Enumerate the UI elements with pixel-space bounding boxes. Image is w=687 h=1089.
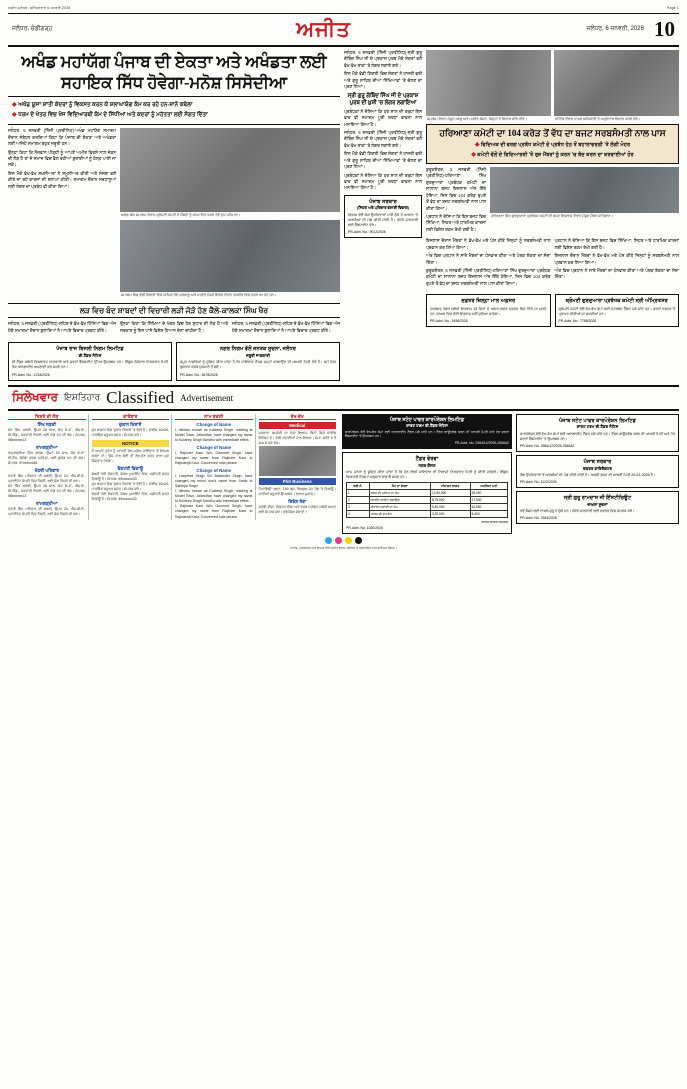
- ad-advno: PR-Advt. No.: 1234/2026: [12, 372, 50, 377]
- right-photo-1: [426, 50, 551, 116]
- tender-sub: ਨਗਰ ਕੌਂਸਲ: [418, 462, 436, 468]
- classified-col-head: ਵੱਖ-ਵੱਖ: [259, 414, 337, 420]
- masthead-right: [485, 17, 675, 42]
- lead-headline: ਅਖੰਡ ਮਹਾਂਯੱਗ ਪੰਜਾਬ ਦੀ ਏਕਤਾ ਅਤੇ ਅਖੰਡਤਾ ਲਈ ਸਹਾਇਕ ਸਿੱਧ ਹੋਵੇਗਾ-ਮਨੋਸ਼ ਸਿਸੋਦੀਆ: [21, 52, 327, 92]
- table-cell: 2: [347, 497, 370, 504]
- story2-text-3: ਜਲੰਧਰ, 5 ਜਨਵਰੀ (ਪ੍ਰਤੀਨਿਧ)-ਸ਼ਹਿਰ ਦੇ ਵੱਖ-ਵੱਖ ਹਿੱਸਿਆਂ ਵਿਚ ਅੱਜ ਹੋਏ ਸਮਾਗਮਾਂ ਦੌਰਾਨ ਬੁਲਾਰਿਆਂ ਨੇ ਆਪਣੇ ਵਿਚਾਰ ਪ੍ਰਗਟ ਕੀਤੇ।: [232, 321, 340, 333]
- color-swatch-black: [355, 537, 362, 544]
- ad-center: [344, 195, 422, 238]
- footer-note: ਮਾਲਕ, ਪ੍ਰਕਾਸ਼ਕ ਅਤੇ ਛਾਪਕ ਵੱਲੋਂ ਅਜੀਤ ਭਵਨ, ਜਲੰਧਰ ਤੋਂ ਪ੍ਰਕਾਸ਼ਿਤ ਅਤੇ ਛਾਪਿਆ ਗਿਆ।: [290, 546, 397, 551]
- classified-item-text: I, Harpreet Singh S/o Balwinder Singh, have changed my minor son's name from Sahib to Sahibjot Singh.: [175, 474, 253, 489]
- haryana-story-box: [426, 124, 679, 164]
- center-text-mid: ਪ੍ਰਬੰਧਕਾਂ ਨੇ ਦੱਸਿਆ ਕਿ ਹਰ ਸਾਲ ਦੀ ਤਰ੍ਹਾਂ ਇਸ ਵਾਰ ਵੀ ਸਮਾਗਮ ਪੂਰੀ ਸ਼ਰਧਾ ਭਾਵਨਾ ਨਾਲ ਮਨਾਇਆ ਗਿਆ ਹੈ। ਜਲੰਧਰ, 5 ਜਨਵਰੀ (ਨਿੱਜੀ ਪ੍ਰਤੀਨਿਧ)-ਸ੍ਰੀ ਗੁਰੂ ਗੋਬਿੰਦ ਸਿੰਘ ਜੀ ਦੇ ਪ੍ਰਕਾਸ਼ ਪੁਰਬ ਮੌਕੇ ਸੰਗਤਾਂ ਵਲੋਂ ਵੱਖ-ਵੱਖ ਥਾਵਾਂ 'ਤੇ ਲੰਗਰ ਲਗਾਏ ਗਏ। ਇਸ ਮੌਕੇ ਵੱਡੀ ਗਿਣਤੀ ਵਿਚ ਸੰਗਤਾਂ ਨੇ ਹਾਜ਼ਰੀ ਭਰੀ ਅਤੇ ਗੁਰੂ ਸਾਹਿਬ ਦੀਆਂ ਸਿੱਖਿਆਵਾਂ 'ਤੇ ਚੱਲਣ ਦਾ ਪ੍ਰਣ ਲਿਆ। ਪ੍ਰਬੰਧਕਾਂ ਨੇ ਦੱਸਿਆ ਕਿ ਹਰ ਸਾਲ ਦੀ ਤਰ੍ਹਾਂ ਇਸ ਵਾਰ ਵੀ ਸਮਾਗਮ ਪੂਰੀ ਸ਼ਰਧਾ ਭਾਵਨਾ ਨਾਲ ਮਨਾਇਆ ਗਿਆ ਹੈ।: [344, 108, 422, 191]
- diamond-icon: ◆: [474, 142, 480, 149]
- classified-item-text: ਮੁੱਖ ਬਾਜ਼ਾਰ ਵਿਚ ਦੁਕਾਨ ਕਿਰਾਏ 'ਤੇ ਦੇਣੀ ਹੈ। ਸਾਈਜ਼ 10x20, ਪਾਰਕਿੰਗ ਸਹੂਲਤ ਸਮੇਤ। ਸੰਪਰਕ ਕਰੋ।: [91, 427, 169, 437]
- table-cell: 17,500: [470, 497, 507, 504]
- story2-body: [8, 321, 340, 336]
- table-cell: 4: [347, 511, 370, 518]
- bottom-mid: [342, 414, 512, 535]
- ad-title: ਪੰਜਾਬ ਸਟੇਟ ਪਾਵਰ ਕਾਰਪੋਰੇਸ਼ਨ ਲਿਮਟਿਡ: [389, 416, 465, 423]
- table-row: [347, 504, 508, 511]
- classified-item-title: Change of Name: [196, 421, 232, 427]
- color-swatch-yellow: [345, 537, 352, 544]
- ad-frame: [555, 294, 680, 327]
- haryana-body-row-2: [426, 238, 679, 289]
- classified-item-text: ਖੱਤਰੀ ਸਿੱਖ ਪਰਿਵਾਰ ਦੀ ਲੜਕੀ, ਉਮਰ 24, ਐੱਮ.ਬੀ.ਏ., ਪ੍ਰਾਈਵੇਟ ਕੰਪਨੀ ਵਿਚ ਨੌਕਰੀ, ਲਈ ਯੋਗ ਰਿਸ਼ਤੇ ਦੀ ਲੋੜ।: [8, 474, 86, 484]
- ad-right-1: [426, 291, 551, 327]
- classified-brand-left: ਸਿਲੇਖਵਾਰ: [12, 390, 58, 405]
- classified-photo: [259, 446, 337, 476]
- ad-advno: PR-Advt. No. 3344/2026: [520, 516, 557, 521]
- haryana-photo: [490, 167, 679, 213]
- classified-item-text: ਸਟੱਡੀ ਵੀਜ਼ਾ, ਵਿਜ਼ਟਰ ਵੀਜ਼ਾ ਅਤੇ ਵਰਕ ਪਰਮਿਟ ਸਬੰਧੀ ਸਲਾਹ ਲਈ ਸੰਪਰਕ ਕਰੋ। ਭਰੋਸੇਯੋਗ ਸੇਵਾਵਾਂ।: [258, 504, 336, 515]
- classified-band: [8, 385, 679, 411]
- right-ad-row: [426, 291, 679, 327]
- classified-plot-tag: Plot Business: [259, 478, 337, 485]
- classified-item-title: ਖੱਤਰੀ ਪਰਿਵਾਰ: [34, 468, 60, 474]
- classified-item-title: Change of Name: [196, 468, 232, 474]
- table-row: [347, 497, 508, 504]
- top-section: [8, 50, 679, 381]
- table-cell: 3,20,000: [430, 511, 470, 518]
- classified-area: [8, 414, 338, 535]
- table-header-cell: ਕੰਮ ਦਾ ਵੇਰਵਾ: [369, 483, 430, 490]
- lead-body-row: [8, 128, 340, 300]
- classified-col-head: ਨਾਮ ਬਦਲੀ: [175, 414, 253, 420]
- haryana-bullet-1: ◆ ਵਿਦਿਅਕ ਦੀ ਵਰਗ ਪ੍ਰਬੰਧ ਕਮੇਟੀ ਦੇ ਪ੍ਰਬੰਧ ਹੇਠ ਤੋਂ ਬਹਾਲਾਵਰਗੀ 'ਤੇ ਲੱਗੀ ਮੋਹਰ: [474, 142, 631, 149]
- classified-item-text: I, hitherto known as Kuldeep Singh, residing at Model Town, Jalandhar, have changed my name to Kuldeep Singh Sandhu with immediate effect.: [175, 427, 253, 442]
- color-swatch-cyan: [325, 537, 332, 544]
- top-strip-right: Page 1: [667, 6, 679, 10]
- table-header-cell: ਲੜੀ ਨੰ.: [347, 483, 370, 490]
- color-swatch-magenta: [335, 537, 342, 544]
- right-photo-caption-2: ਮੀਟਿੰਗ ਦੌਰਾਨ ਹਾਜ਼ਰ ਅਧਿਕਾਰੀ ਤੇ ਅਹੁਦੇਦਾਰ ਵਿਚਾਰ ਕਰਦੇ ਹੋਏ।: [555, 117, 641, 121]
- top-right-photos: [426, 50, 679, 124]
- haryana-bullet-2: ◆ ਕਮੇਟੀ ਵੱਲੋਂ ਦੇ ਵਿਦਿਆਰਥੀ 'ਤੇ ਰੁਜ਼ ਮੈਂਬਰਾਂ ਨੂੰ ਕਰਨ 'ਚ ਬੰਦ ਕਰਨ ਦਾ ਕਰਵਾਈਆਂ ਹੋਰ: [471, 152, 634, 159]
- color-registration-bar: [8, 537, 679, 544]
- page-number: 10: [653, 17, 675, 41]
- table-cell: ਸਟਰੀਟ ਲਾਈਟ ਲਗਾਉਣਾ: [369, 497, 430, 504]
- center-minihead: ਸ੍ਰੀ ਗੁਰੂ ਗੋਬਿੰਦ ਸਿੰਘ ਜੀ ਦੇ ਪ੍ਰਕਾਸ਼ ਪੁਰਬ ਦੀ ਖ਼ੁਸ਼ੀ 'ਚ ਲੰਗਰ ਲਗਾਇਆ: [347, 92, 419, 106]
- table-header-row: [347, 483, 508, 490]
- classified-col-4: [259, 414, 339, 520]
- center-column: [344, 50, 422, 381]
- lead-block: [8, 50, 340, 381]
- ad-advno: PR-Advt. No. 1122/2026: [520, 480, 557, 485]
- haryana-photo-col: [490, 167, 679, 235]
- classified-item-text: ਮੈਂ ਆਪਣੇ ਪੁੱਤਰ ਨੂੰ ਆਪਣੀ ਚੱਲ-ਅਚੱਲ ਜਾਇਦਾਦ ਤੋਂ ਬੇਦਖ਼ਲ ਕਰਦਾ ਹਾਂ। ਉਸ ਨਾਲ ਕੋਈ ਵੀ ਲੈਣ-ਦੇਣ ਕਰਨ ਵਾਲਾ ਖ਼ੁਦ ਜ਼ਿੰਮੇਵਾਰ ਹੋਵੇਗਾ।: [91, 448, 169, 463]
- ad-subtitle: ਜ਼ਰੂਰੀ ਜਾਣਕਾਰੀ: [246, 353, 270, 359]
- ad-left-2: [176, 339, 340, 380]
- ad-title: ਸ੍ਰੀ ਗੁਰੂ ਰਾਮਦਾਸ ਜੀ ਇੰਸਟੀਚਿਊਟ: [563, 495, 632, 502]
- story2-text-1: ਜਲੰਧਰ, 5 ਜਨਵਰੀ (ਪ੍ਰਤੀਨਿਧ)-ਸ਼ਹਿਰ ਦੇ ਵੱਖ-ਵੱਖ ਹਿੱਸਿਆਂ ਵਿਚ ਅੱਜ ਹੋਏ ਸਮਾਗਮਾਂ ਦੌਰਾਨ ਬੁਲਾਰਿਆਂ ਨੇ ਆਪਣੇ ਵਿਚਾਰ ਪ੍ਰਗਟ ਕੀਤੇ।: [8, 321, 116, 333]
- ad-title: ਪੰਜਾਬ ਸਰਕਾਰ: [583, 458, 612, 465]
- classified-item-text: ਜੱਟ ਸਿੱਖ ਲੜਕੀ, ਉਮਰ 26 ਸਾਲ, ਕੱਦ 5'-4", ਐੱਮ.ਏ., ਬੀ.ਐੱਡ., ਸਰਕਾਰੀ ਨੌਕਰੀ, ਲਈ ਯੋਗ ਵਰ ਦੀ ਲੋੜ। ਸੰਪਰਕ: 98xxxxxx12: [8, 484, 86, 499]
- table-cell: ਸੀਵਰੇਜ ਸਫ਼ਾਈ ਦਾ ਕੰਮ: [369, 504, 430, 511]
- classified-item-title: ਫੈਕਟਰੀ ਵਿਕਾਊ: [117, 465, 144, 471]
- classified-item-text: I, Rajinder Kaur W/o Gurmeet Singh, have changed my name from Rajinder Kaur to Rajinderjit Kaur. Concerned note please.: [175, 450, 253, 465]
- classified-col-2: [92, 414, 173, 520]
- gov-ad-3: [516, 491, 679, 524]
- diamond-icon: ◆: [471, 152, 476, 159]
- classified-item-title: Change of Name: [196, 444, 232, 450]
- ad-text: ਈ-ਟੈਂਡਰ ਸਬੰਧੀ ਵਿਸਥਾਰਤ ਜਾਣਕਾਰੀ ਅਤੇ ਸ਼ਰਤਾਂ ਵੈੱਬਸਾਈਟ ਉੱਪਰ ਉਪਲਬਧ ਹਨ। ਇੱਛੁਕ ਠੇਕੇਦਾਰ ਨਿਰਧਾਰਤ ਮਿਤੀ ਤੱਕ ਆਨਲਾਈਨ ਅਪਲਾਈ ਕਰ ਸਕਦੇ ਹਨ।: [12, 360, 168, 370]
- tender-title: ਟੈਂਡਰ ਵੇਰਵਾ: [415, 455, 439, 462]
- lead-bullet-1: ◆ ਅਖੰਡ ਯੂਜਾ ਸ਼ਾਂਤੀ ਕੇਦਰਾਂ ਨੂੰ ਵਿਕਸਤ ਕਰਨ ਕੇ ਸ਼ਲਾਘਾਯੋਗ ਕੰਮ ਕਰ ਰਹੇ ਹਨ-ਸ਼ਾਨੋ ਕਥੇਲਾ: [12, 102, 193, 109]
- haryana-text-2: ਇਜਲਾਸ ਦੌਰਾਨ ਮੈਂਬਰਾਂ ਨੇ ਵੱਖ-ਵੱਖ ਮਤੇ ਪੇਸ਼ ਕੀਤੇ ਜਿਨ੍ਹਾਂ ਨੂੰ ਸਰਬਸੰਮਤੀ ਨਾਲ ਪ੍ਰਵਾਨ ਕਰ ਲਿਆ ਗਿਆ। ਅੰਤ ਵਿਚ ਪ੍ਰਧਾਨ ਨੇ ਸਾਰੇ ਮੈਂਬਰਾਂ ਦਾ ਧੰਨਵਾਦ ਕੀਤਾ ਅਤੇ ਪੰਥਕ ਏਕਤਾ ਦਾ ਸੱਦਾ ਦਿੱਤਾ। ਕੁਰੂਕਸ਼ੇਤਰ, 5 ਜਨਵਰੀ (ਨਿੱਜੀ ਪ੍ਰਤੀਨਿਧ)-ਹਰਿਆਣਾ ਸਿੱਖ ਗੁਰਦੁਆਰਾ ਪ੍ਰਬੰਧਕ ਕਮੇਟੀ ਦਾ ਸਾਲਾਨਾ ਬਜਟ ਇਜਲਾਸ ਅੱਜ ਇੱਥੇ ਹੋਇਆ, ਜਿਸ ਵਿਚ 104 ਕਰੋੜ ਰੁਪਏ ਤੋਂ ਵੱਧ ਦਾ ਬਜਟ ਸਰਬਸੰਮਤੀ ਨਾਲ ਪਾਸ ਕੀਤਾ ਗਿਆ।: [426, 238, 551, 286]
- lead-text-1: ਜਲੰਧਰ, 5 ਜਨਵਰੀ (ਨਿੱਜੀ ਪ੍ਰਤੀਨਿਧ)-ਅਖੰਡ ਮਹਾਂਯੱਗ ਸਮਾਗਮ ਦੌਰਾਨ ਸੰਬੋਧਨ ਕਰਦਿਆਂ ਕਿਹਾ ਕਿ ਪੰਜਾਬ ਦੀ ਏਕਤਾ ਅਤੇ ਅਖੰਡਤਾ ਲਈ ਅਜਿਹੇ ਸਮਾਗਮ ਬਹੁਤ ਜ਼ਰੂਰੀ ਹਨ। ਉਨ੍ਹਾਂ ਕਿਹਾ ਕਿ ਨੌਜਵਾਨ ਪੀੜ੍ਹੀ ਨੂੰ ਆਪਣੇ ਅਮੀਰ ਵਿਰਸੇ ਨਾਲ ਜੋੜਨ ਦੀ ਲੋੜ ਹੈ ਤਾਂ ਜੋ ਸਮਾਜ ਵਿਚ ਫੈਲ ਰਹੀਆਂ ਬੁਰਾਈਆਂ ਨੂੰ ਠੱਲ੍ਹ ਪਾਈ ਜਾ ਸਕੇ। ਇਸ ਮੌਕੇ ਵੱਖ-ਵੱਖ ਸ਼ਖ਼ਸੀਅਤਾਂ ਨੇ ਸ਼ਮੂਲੀਅਤ ਕੀਤੀ ਅਤੇ ਸੰਸਥਾ ਵਲੋਂ ਕੀਤੇ ਜਾ ਰਹੇ ਕਾਰਜਾਂ ਦੀ ਸ਼ਲਾਘਾ ਕੀਤੀ। ਸਮਾਗਮ ਦੌਰਾਨ ਸ਼ਰਧਾਲੂਆਂ ਲਈ ਲੰਗਰ ਦਾ ਪ੍ਰਬੰਧ ਵੀ ਕੀਤਾ ਗਿਆ।: [8, 128, 116, 189]
- ad-subtitle: (ਸਿਹਤ ਅਤੇ ਪਰਿਵਾਰ ਭਲਾਈ ਵਿਭਾਗ): [357, 205, 409, 210]
- classified-item-text: ਮਰਦਾਨਾ ਕਮਜ਼ੋਰੀ ਦਾ ਪੱਕਾ ਇਲਾਜ, ਬਿਨਾਂ ਕਿਸੇ ਸਾਈਡ ਇਫੈਕਟ ਦੇ। ਦੇਸੀ ਦਵਾਈਆਂ ਨਾਲ ਇਲਾਜ। ਸਮਾਂ: ਸਵੇਰੇ 9 ਤੋਂ ਸ਼ਾਮ 6 ਵਜੇ ਤੱਕ।: [258, 430, 336, 445]
- haryana-body-row: [426, 167, 679, 235]
- lead-photo-caption-1: ਅਖੰਡ ਯੱਗ ਸਮਾਗਮ ਦੌਰਾਨ ਸ਼੍ਰੋਮਣੀ ਕਮੇਟੀ ਦੇ ਮੈਂਬਰਾਂ ਨੂੰ ਸਨਮਾਨਿਤ ਕਰਦੇ ਹੋਏ ਮੁੱਖ ਮਹਿਮਾਨ।: [121, 213, 241, 218]
- lead-photo-2: [120, 220, 340, 292]
- classified-item-text: I, Rajinder Kaur W/o Gurmeet Singh, have changed my name from Rajinder Kaur to Rajinderjit Kaur. Concerned note please.: [175, 504, 253, 519]
- masthead-edition: ਜਲੰਧਰ, ਚੰਡੀਗੜ੍ਹ: [12, 26, 53, 32]
- table-cell: 6,400: [470, 511, 507, 518]
- masthead-date: ਜਲੰਧਰ, 6 ਜਨਵਰੀ, 2026: [586, 26, 644, 32]
- classified-item-title: ਰਾਮਗੜ੍ਹੀਆ: [35, 501, 58, 507]
- ad-right-2: [555, 291, 680, 327]
- table-cell: 8,75,000: [430, 497, 470, 504]
- lead-photo-col: [120, 128, 340, 300]
- ad-frame: [8, 342, 172, 380]
- ad-text: ਯੋਗ ਉਮੀਦਵਾਰਾਂ ਤੋਂ ਅਰਜ਼ੀਆਂ ਦੀ ਮੰਗ ਕੀਤੀ ਜਾਂਦੀ ਹੈ। ਅਰਜ਼ੀ ਭੇਜਣ ਦੀ ਆਖ਼ਰੀ ਮਿਤੀ 20-01-2026 ਹੈ।: [520, 472, 656, 477]
- table-row: [347, 490, 508, 497]
- haryana-left-col: [426, 167, 486, 235]
- classified-col-3: [175, 414, 256, 520]
- classified-grid: [8, 414, 338, 520]
- ad-advno: PR-Advt. No.: 7788/2026: [558, 319, 597, 324]
- ad-text: ਨਵੇਂ ਸੈਸ਼ਨ ਲਈ ਦਾਖ਼ਲੇ ਸ਼ੁਰੂ ਹੋ ਚੁੱਕੇ ਹਨ। ਵਧੇਰੇ ਜਾਣਕਾਰੀ ਲਈ ਦਫ਼ਤਰ ਵਿਚ ਸੰਪਰਕ ਕਰੋ।: [520, 509, 635, 514]
- table-header-cell: ਅਰਨੈਸਟ ਮਨੀ: [470, 483, 507, 490]
- ad-subtitle: ਦਾਖ਼ਲਾ ਸੂਚਨਾ: [587, 501, 608, 507]
- classified-item-text: ਚੱਲਦੀ ਹੋਈ ਫੈਕਟਰੀ, ਫੋਕਲ ਪੁਆਇੰਟ ਵਿਚ, ਮਸ਼ੀਨਰੀ ਸਮੇਤ ਵਿਕਾਊ ਹੈ। ਸੰਪਰਕ: 99xxxxxx33: [91, 471, 169, 482]
- ad-title: ਸ਼੍ਰੋਮਣੀ ਗੁਰਦੁਆਰਾ ਪ੍ਰਬੰਧਕ ਕਮੇਟੀ ਸ੍ਰੀ ਅੰਮ੍ਰਿਤਸਰ: [565, 298, 668, 305]
- classified-item-text: ਮੁੱਖ ਬਾਜ਼ਾਰ ਵਿਚ ਦੁਕਾਨ ਕਿਰਾਏ 'ਤੇ ਦੇਣੀ ਹੈ। ਸਾਈਜ਼ 10x20, ਪਾਰਕਿੰਗ ਸਹੂਲਤ ਸਮੇਤ। ਸੰਪਰਕ ਕਰੋ।: [91, 482, 169, 492]
- right-photo-caption-1: ਸਮਾਗਮ ਦੌਰਾਨ ਮੌਜੂਦ ਆਗੂ ਅਤੇ ਪਤਵੰਤੇ ਸੱਜਣ, ਜਿਨ੍ਹਾਂ ਨੇ ਵਿਚਾਰ ਸਾਂਝੇ ਕੀਤੇ।: [427, 117, 527, 121]
- tender-table: [346, 482, 508, 518]
- right-photo-2: [554, 50, 679, 116]
- classified-item-text: ਜੱਟ ਸਿੱਖ ਲੜਕੀ, ਉਮਰ 26 ਸਾਲ, ਕੱਦ 5'-4", ਐੱਮ.ਏ., ਬੀ.ਐੱਡ., ਸਰਕਾਰੀ ਨੌਕਰੀ, ਲਈ ਯੋਗ ਵਰ ਦੀ ਲੋੜ। ਸੰਪਰਕ: 98xxxxxx12: [8, 427, 86, 442]
- classified-notice-tag: NOTICE: [92, 440, 170, 447]
- classified-item-text: ਖੱਤਰੀ ਸਿੱਖ ਪਰਿਵਾਰ ਦੀ ਲੜਕੀ, ਉਮਰ 24, ਐੱਮ.ਬੀ.ਏ., ਪ੍ਰਾਈਵੇਟ ਕੰਪਨੀ ਵਿਚ ਨੌਕਰੀ, ਲਈ ਯੋਗ ਰਿਸ਼ਤੇ ਦੀ ਲੋੜ।: [8, 507, 86, 517]
- bottom-right: [516, 414, 679, 535]
- ad-title: ਪੰਜਾਬ ਰਾਜ ਬਿਜਲੀ ਨਿਗਮ ਲਿਮਟਿਡ: [56, 346, 124, 353]
- top-strip-left: ਅਜੀਤ ਜਲੰਧਰ, ਸ਼ਨਿੱਚਰਵਾਰ 6 ਜਨਵਰੀ 2026: [8, 6, 71, 10]
- ad-title: ਪੰਜਾਬ ਸਟੇਟ ਪਾਵਰ ਕਾਰਪੋਰੇਸ਼ਨ ਲਿਮਟਿਡ: [558, 417, 637, 424]
- ad-text: ਕਾਰਪੋਰੇਸ਼ਨ ਵੱਲੋਂ ਵੱਖ-ਵੱਖ ਕੰਮਾਂ ਲਈ ਆਨਲਾਈਨ ਟੈਂਡਰ ਮੰਗੇ ਜਾਂਦੇ ਹਨ। ਟੈਂਡਰ ਡਾਊਨਲੋਡ ਕਰਨ ਦੀ ਆਖ਼ਰੀ ਮਿਤੀ ਅਤੇ ਹੋਰ ਸ਼ਰਤਾਂ ਵੈੱਬਸਾਈਟ 'ਤੇ ਉਪਲਬਧ ਹਨ।: [345, 429, 509, 439]
- table-cell: 25,000: [470, 490, 507, 497]
- left-ad-row: [8, 339, 340, 380]
- classified-item-text: I, hitherto known as Kuldeep Singh, residing at Model Town, Jalandhar, have changed my name to Kuldeep Singh Sandhu with immediate effect.: [175, 489, 253, 504]
- classified-medical-tag: Medical: [259, 422, 337, 429]
- table-cell: ਪਾਰਕ ਦੀ ਦੇਖ-ਰੇਖ: [369, 511, 430, 518]
- ad-frame: [176, 342, 340, 380]
- classified-item-text: ਚੱਲਦੀ ਹੋਈ ਫੈਕਟਰੀ, ਫੋਕਲ ਪੁਆਇੰਟ ਵਿਚ, ਮਸ਼ੀਨਰੀ ਸਮੇਤ ਵਿਕਾਊ ਹੈ। ਸੰਪਰਕ: 99xxxxxx33: [91, 492, 169, 502]
- classified-item-text: ਰਾਮਗੜ੍ਹੀਆ ਸਿੱਖ ਲੜਕਾ, ਉਮਰ 29 ਸਾਲ, ਕੱਦ 5'-9", ਬੀ.ਟੈੱਕ, ਕੈਨੇਡਾ ਵਰਕ ਪਰਮਿਟ, ਲਈ ਸੁਯੋਗ ਵਰ ਦੀ ਲੋੜ। ਸੰਪਰਕ: 97xxxxxx45: [8, 450, 86, 465]
- classified-item-title: ਦੁਕਾਨ ਕਿਰਾਏ: [119, 421, 142, 427]
- classified-item-title: ਸਿੱਖ ਲੜਕੀ: [37, 421, 56, 427]
- classified-item-title: ਵਿਦੇਸ਼ ਸੇਵਾ: [288, 498, 307, 504]
- table-cell: ਸੜਕ ਦੀ ਮੁਰੰਮਤ ਦਾ ਕੰਮ: [369, 490, 430, 497]
- newspaper-logo: ਅਜੀਤ: [296, 17, 351, 41]
- ad-advno: PR-Advt. No.: 3456/2026: [430, 319, 468, 324]
- ad-text: ਹਦਬਸਤ ਨੰਬਰ ਸਬੰਧੀ ਇਤਰਾਜ਼ 15 ਦਿਨਾਂ ਦੇ ਅੰਦਰ-ਅੰਦਰ ਦਫ਼ਤਰ ਵਿਚ ਦਿੱਤੇ ਜਾ ਸਕਦੇ ਹਨ, ਬਾਅਦ ਵਿਚ ਕੋਈ ਇਤਰਾਜ਼ ਨਹੀਂ ਸੁਣਿਆ ਜਾਵੇਗਾ।: [430, 307, 547, 317]
- story2-text-2: ਉਨ੍ਹਾਂ ਕਿਹਾ ਕਿ ਸਿੱਖਿਆ ਦੇ ਖੇਤਰ ਵਿਚ ਹੋਰ ਸੁਧਾਰ ਦੀ ਲੋੜ ਹੈ ਅਤੇ ਸਰਕਾਰ ਨੂੰ ਇਸ ਪਾਸੇ ਵਿਸ਼ੇਸ਼ ਧਿਆਨ ਦੇਣਾ ਚਾਹੀਦਾ ਹੈ।: [120, 321, 228, 333]
- ad-advno: PR-Advt. No.: 9012/2026: [348, 230, 386, 235]
- lead-left-col: [8, 128, 116, 300]
- ad-title: ਨਗਰ ਨਿਗਮ ਵੱਲੋਂ ਜਨਤਕ ਸੂਚਨਾ, ਜਲੰਧਰ: [220, 346, 296, 353]
- classified-item-text: ਰਿਹਾਇਸ਼ੀ ਪਲਾਟ, 150 ਗਜ਼, ਬਿਲਕੁਲ ਮੇਨ ਰੋਡ 'ਤੇ ਵਿਕਾਊ। ਸਾਰੀਆਂ ਸਹੂਲਤਾਂ ਉਪਲਬਧ। ਦਲਾਲ ਮੁਆਫ਼।: [258, 486, 336, 496]
- ad-subtitle: ਸ਼ਾਰਟ ਟਰਮ ਈ-ਟੈਂਡਰ ਨੋਟਿਸ: [576, 424, 619, 430]
- ad-frame: [426, 294, 551, 327]
- classified-subtitle: Advertisement: [180, 392, 234, 403]
- ad-text: ਸਮੂਹ ਨਾਗਰਿਕਾਂ ਨੂੰ ਸੂਚਿਤ ਕੀਤਾ ਜਾਂਦਾ ਹੈ ਕਿ ਜਾਇਦਾਦ ਟੈਕਸ ਜਮ੍ਹਾਂ ਕਰਵਾਉਣ ਦੀ ਆਖ਼ਰੀ ਮਿਤੀ ਨੇੜੇ ਹੈ। ਸਮੇਂ ਸਿਰ ਭੁਗਤਾਨ ਕਰਕੇ ਜੁਰਮਾਨੇ ਤੋਂ ਬਚੋ।: [180, 360, 336, 370]
- diamond-icon: ◆: [12, 102, 17, 109]
- tender-advno: PR-Advt. No. 1020/2026: [346, 526, 383, 531]
- ad-title: ਪੰਜਾਬ ਸਰਕਾਰ: [369, 198, 397, 205]
- tender-text: ਆਮ ਜਨਤਾ ਨੂੰ ਸੂਚਿਤ ਕੀਤਾ ਜਾਂਦਾ ਹੈ ਕਿ ਹੇਠ ਲਿਖੀ ਜਾਇਦਾਦ ਦੀ ਨਿਲਾਮੀ ਨਿਰਧਾਰਤ ਮਿਤੀ ਨੂੰ ਕੀਤੀ ਜਾਵੇਗੀ। ਇੱਛੁਕ ਵਿਅਕਤੀ ਨਿਯਮਾਂ ਅਨੁਸਾਰ ਭਾਗ ਲੈ ਸਕਦੇ ਹਨ।: [346, 469, 508, 480]
- haryana-headline: ਹਰਿਆਣਾ ਕਮੇਟੀ ਦਾ 104 ਕਰੋੜ ਤੋਂ ਵੱਧ ਦਾ ਬਜਟ ਸਰਬਸੰਮਤੀ ਨਾਲ ਪਾਸ: [439, 127, 666, 138]
- classified-item-title: ਰਾਮਗੜ੍ਹੀਆ: [35, 444, 58, 450]
- table-cell: 10,800: [470, 504, 507, 511]
- gov-ad-2: [516, 455, 679, 488]
- right-block: [426, 50, 679, 381]
- ad-text: ਸ਼੍ਰੋਮਣੀ ਕਮੇਟੀ ਵੱਲੋਂ ਵੱਖ-ਵੱਖ ਕੰਮਾਂ ਲਈ ਮੋਹਰਬੰਦ ਟੈਂਡਰ ਮੰਗੇ ਜਾਂਦੇ ਹਨ। ਸ਼ਰਤਾਂ ਦਫ਼ਤਰ ਤੋਂ ਪ੍ਰਾਪਤ ਕੀਤੀਆਂ ਜਾ ਸਕਦੀਆਂ ਹਨ।: [558, 307, 675, 317]
- classified-col-1: [8, 414, 89, 520]
- classified-col-head: ਰਿਸ਼ਤੇ ਦੀ ਲੋੜ: [8, 414, 86, 420]
- table-cell: 12,50,000: [430, 490, 470, 497]
- ad-black: [342, 414, 512, 449]
- haryana-photo-caption: ਹਰਿਆਣਾ ਸਿੱਖ ਗੁਰਦੁਆਰਾ ਪ੍ਰਬੰਧਕ ਕਮੇਟੀ ਦੀ ਬਜਟ ਇਜਲਾਸ ਦੌਰਾਨ ਮੌਜੂਦ ਮੈਂਬਰ ਸਾਹਿਬਾਨ।: [491, 213, 613, 218]
- table-header-cell: ਅੰਦਾਜ਼ਨ ਲਾਗਤ: [430, 483, 470, 490]
- top-strip: [8, 6, 679, 10]
- lead-photo-caption-2: ਸਮਾਗਮ ਵਿਚ ਵੱਡੀ ਗਿਣਤੀ ਵਿਚ ਸ਼ਾਮਿਲ ਹੋਏ ਸ਼ਰਧਾਲੂ ਅਤੇ ਪਤਵੰਤੇ ਸੱਜਣ ਇਕੱਠ ਦੌਰਾਨ ਤਸਵੀਰ ਵਿਚ ਨਜ਼ਰ ਆ ਰਹੇ ਹਨ।: [121, 293, 277, 298]
- diamond-icon: ◆: [12, 112, 17, 119]
- tender-ad: [342, 452, 512, 534]
- ad-subtitle: ਸ਼ਾਰਟ ਟਰਮ ਈ-ਟੈਂਡਰ ਨੋਟਿਸ: [406, 422, 448, 428]
- ad-text: ਵਿਭਾਗ ਵੱਲੋਂ ਯੋਗ ਉਮੀਦਵਾਰਾਂ ਪਾਸੋਂ ਠੇਕੇ ਦੇ ਆਧਾਰ 'ਤੇ ਅਰਜ਼ੀਆਂ ਦੀ ਮੰਗ ਕੀਤੀ ਜਾਂਦੀ ਹੈ। ਵਧੇਰੇ ਜਾਣਕਾਰੀ ਲਈ ਵੈੱਬਸਾਈਟ ਵੇਖੋ।: [348, 212, 418, 227]
- table-cell: 5,40,000: [430, 504, 470, 511]
- tender-signature: ਕਾਰਜ ਸਾਧਕ ਅਫ਼ਸਰ: [481, 520, 508, 525]
- ad-subtitle: ਦਫ਼ਤਰ ਡਾਇਰੈਕਟਰ: [583, 465, 612, 471]
- ad-advno: PR-Advt. No. 2564/12/2026-2566A2: [520, 443, 575, 448]
- ad-text: ਕਾਰਪੋਰੇਸ਼ਨ ਵੱਲੋਂ ਵੱਖ-ਵੱਖ ਕੰਮਾਂ ਲਈ ਆਨਲਾਈਨ ਟੈਂਡਰ ਮੰਗੇ ਜਾਂਦੇ ਹਨ। ਟੈਂਡਰ ਡਾਊਨਲੋਡ ਕਰਨ ਦੀ ਆਖ਼ਰੀ ਮਿਤੀ ਅਤੇ ਹੋਰ ਸ਼ਰਤਾਂ ਵੈੱਬਸਾਈਟ 'ਤੇ ਉਪਲਬਧ ਹਨ।: [520, 431, 675, 441]
- ad-left-1: [8, 339, 172, 380]
- lead-bullet-2: ◆ ਧਰਮ ਦੇ ਖੇਤਰ ਵਿਚ ਖੋਜ ਵਿਦਿਆਰਥੀ ਕੰਮ ਦੇ ਸਿੱਧੀਆਂ ਅਤੇ ਕਦਰਾਂ ਨੂੰ ਮਹੱਤਤਾ ਲਈ ਸੰਗਤ ਦਿੱਤਾ: [12, 112, 208, 119]
- ad-subtitle: ਈ-ਟੈਂਡਰ ਨੋਟਿਸ: [78, 353, 102, 359]
- table-cell: 1: [347, 490, 370, 497]
- haryana-text-1: ਕੁਰੂਕਸ਼ੇਤਰ, 5 ਜਨਵਰੀ (ਨਿੱਜੀ ਪ੍ਰਤੀਨਿਧ)-ਹਰਿਆਣਾ ਸਿੱਖ ਗੁਰਦੁਆਰਾ ਪ੍ਰਬੰਧਕ ਕਮੇਟੀ ਦਾ ਸਾਲਾਨਾ ਬਜਟ ਇਜਲਾਸ ਅੱਜ ਇੱਥੇ ਹੋਇਆ, ਜਿਸ ਵਿਚ 104 ਕਰੋੜ ਰੁਪਏ ਤੋਂ ਵੱਧ ਦਾ ਬਜਟ ਸਰਬਸੰਮਤੀ ਨਾਲ ਪਾਸ ਕੀਤਾ ਗਿਆ। ਪ੍ਰਧਾਨ ਨੇ ਦੱਸਿਆ ਕਿ ਇਸ ਬਜਟ ਵਿਚ ਸਿੱਖਿਆ, ਸਿਹਤ ਅਤੇ ਧਾਰਮਿਕ ਕਾਰਜਾਂ ਲਈ ਵਿਸ਼ੇਸ਼ ਰਕਮ ਰੱਖੀ ਗਈ ਹੈ।: [426, 166, 486, 232]
- classified-col-head: ਕਾਰੋਬਾਰ: [92, 414, 170, 420]
- ad-advno: PR-Advt. No. 2564/12/2026-2566A2: [454, 441, 509, 446]
- classified-title: Classified: [106, 387, 175, 407]
- ad-title: ਦਫ਼ਤਰ ਜ਼ਿਲ੍ਹਾ ਮਾਲ ਅਫ਼ਸਰ: [461, 298, 516, 305]
- table-cell: 3: [347, 504, 370, 511]
- story2-headline: ਲੜ ਵਿਚ ਬੰਦ ਸ਼ਾਬਦਾਂ ਦੀ ਵਿਚਾਰੀ ਲੜੀ ਜੋੜੋ ਹੋਣ ਕੈਲੇ-ਕਾਲਕਾ ਸਿੰਘ ਖੈਰ: [8, 303, 340, 318]
- lead-photo-1: [120, 128, 340, 212]
- gov-ad-1: [516, 414, 679, 452]
- lead-bullets: [8, 96, 340, 125]
- ad-advno: PR-Advt. No.: 5678/2026: [180, 372, 218, 377]
- center-text-top: ਜਲੰਧਰ, 5 ਜਨਵਰੀ (ਨਿੱਜੀ ਪ੍ਰਤੀਨਿਧ)-ਸ੍ਰੀ ਗੁਰੂ ਗੋਬਿੰਦ ਸਿੰਘ ਜੀ ਦੇ ਪ੍ਰਕਾਸ਼ ਪੁਰਬ ਮੌਕੇ ਸੰਗਤਾਂ ਵਲੋਂ ਵੱਖ-ਵੱਖ ਥਾਵਾਂ 'ਤੇ ਲੰਗਰ ਲਗਾਏ ਗਏ। ਇਸ ਮੌਕੇ ਵੱਡੀ ਗਿਣਤੀ ਵਿਚ ਸੰਗਤਾਂ ਨੇ ਹਾਜ਼ਰੀ ਭਰੀ ਅਤੇ ਗੁਰੂ ਸਾਹਿਬ ਦੀਆਂ ਸਿੱਖਿਆਵਾਂ 'ਤੇ ਚੱਲਣ ਦਾ ਪ੍ਰਣ ਲਿਆ।: [344, 50, 422, 90]
- haryana-text-3: ਪ੍ਰਧਾਨ ਨੇ ਦੱਸਿਆ ਕਿ ਇਸ ਬਜਟ ਵਿਚ ਸਿੱਖਿਆ, ਸਿਹਤ ਅਤੇ ਧਾਰਮਿਕ ਕਾਰਜਾਂ ਲਈ ਵਿਸ਼ੇਸ਼ ਰਕਮ ਰੱਖੀ ਗਈ ਹੈ। ਇਜਲਾਸ ਦੌਰਾਨ ਮੈਂਬਰਾਂ ਨੇ ਵੱਖ-ਵੱਖ ਮਤੇ ਪੇਸ਼ ਕੀਤੇ ਜਿਨ੍ਹਾਂ ਨੂੰ ਸਰਬਸੰਮਤੀ ਨਾਲ ਪ੍ਰਵਾਨ ਕਰ ਲਿਆ ਗਿਆ। ਅੰਤ ਵਿਚ ਪ੍ਰਧਾਨ ਨੇ ਸਾਰੇ ਮੈਂਬਰਾਂ ਦਾ ਧੰਨਵਾਦ ਕੀਤਾ ਅਤੇ ਪੰਥਕ ਏਕਤਾ ਦਾ ਸੱਦਾ ਦਿੱਤਾ।: [554, 238, 679, 280]
- masthead: [8, 13, 679, 47]
- classified-brand-left-2: ਇਸ਼ਤਿਹਾਰ: [63, 392, 101, 403]
- bottom-section: [8, 414, 679, 535]
- table-row: [347, 511, 508, 518]
